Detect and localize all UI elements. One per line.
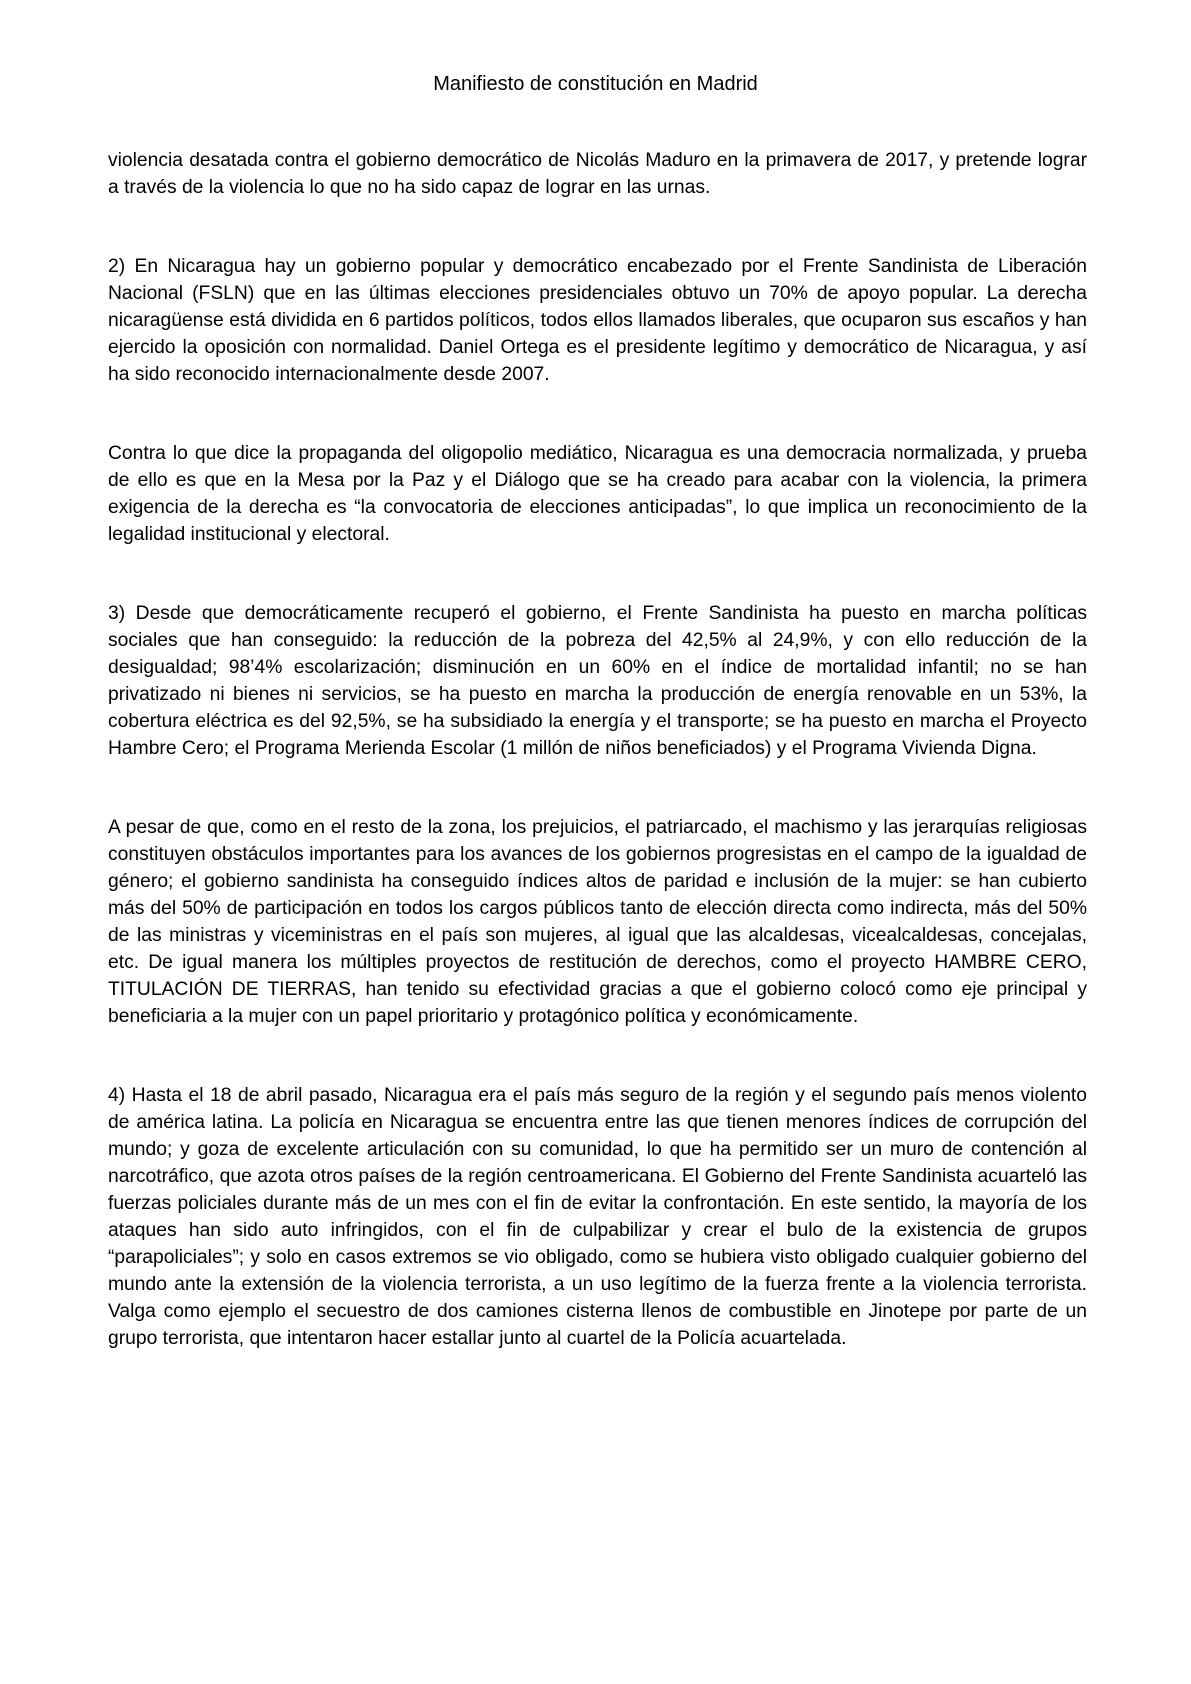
paragraph-gender-equality: A pesar de que, como en el resto de la zona, los prejuicios, el patriarcado, el machismo y las jerarquías religiosas constituyen obstáculos importantes para los avances de los gobiernos progresistas en el campo de la igualdad de género; el gobierno sandinista ha conseguido índices altos de paridad e inclusión de la mujer: se han cubierto más del 50% de participación en todos los cargos públicos tanto de elección directa como indirecta, más del 50% de las ministras y viceministras en el país son mujeres, al igual que las alcaldesas, vicealcaldesas, concejalas, etc. De igual manera los múltiples proyectos de restitución de derechos, como el proyecto HAMBRE CERO, TITULACIÓN DE TIERRAS, han tenido su efectividad gracias a que el gobierno colocó como eje principal y beneficiaria a la mujer con un papel prioritario y protagónico política y económicamente. (108, 817, 1087, 1027)
page-header: Manifiesto de constitución en Madrid (433, 73, 758, 95)
paragraph-democracy: Contra lo que dice la propaganda del oligopolio mediático, Nicaragua es una democracia normalizada, y prueba de ello es que en la Mesa por la Paz y el Diálogo que se ha creado para acabar con la violencia, la primera exigencia de la derecha es “la convocatoria de elecciones anticipadas”, lo que implica un reconocimiento de la legalidad institucional y electoral. (108, 443, 1087, 545)
paragraph-point-3: 3) Desde que democráticamente recuperó el gobierno, el Frente Sandinista ha puesto en marcha políticas sociales que han conseguido: la reducción de la pobreza del 42,5% al 24,9%, y con ello reducción de la desigualdad; 98’4% escolarización; disminución en un 60% en el índice de mortalidad infantil; no se han privatizado ni bienes ni servicios, se ha puesto en marcha la producción de energía renovable en un 53%, la cobertura eléctrica es del 92,5%, se ha subsidiado la energía y el transporte; se ha puesto en marcha el Proyecto Hambre Cero; el Programa Merienda Escolar (1 millón de niños beneficiados) y el Programa Vivienda Digna. (108, 603, 1087, 759)
document-body (108, 147, 1087, 1352)
paragraph-continuation: violencia desatada contra el gobierno democrático de Nicolás Maduro en la primavera de 2017, y pretende lograr a través de la violencia lo que no ha sido capaz de lograr en las urnas. (108, 150, 1087, 198)
paragraph-point-2: 2) En Nicaragua hay un gobierno popular y democrático encabezado por el Frente Sandinista de Liberación Nacional (FSLN) que en las últimas elecciones presidenciales obtuvo un 70% de apoyo popular. La derecha nicaragüense está dividida en 6 partidos políticos, todos ellos llamados liberales, que ocuparon sus escaños y han ejercido la oposición con normalidad. Daniel Ortega es el presidente legítimo y democrático de Nicaragua, y así ha sido reconocido internacionalmente desde 2007. (108, 256, 1087, 385)
paragraph-point-4: 4) Hasta el 18 de abril pasado, Nicaragua era el país más seguro de la región y el segundo país menos violento de américa latina. La policía en Nicaragua se encuentra entre las que tienen menores índices de corrupción del mundo; y goza de excelente articulación con su comunidad, lo que ha permitido ser un muro de contención al narcotráfico, que azota otros países de la región centroamericana. El Gobierno del Frente Sandinista acuarteló las fuerzas policiales durante más de un mes con el fin de evitar la confrontación. En este sentido, la mayoría de los ataques han sido auto infringidos, con el fin de culpabilizar y crear el bulo de la existencia de grupos “parapoliciales”; y solo en casos extremos se vio obligado, como se hubiera visto obligado cualquier gobierno del mundo ante la extensión de la violencia terrorista, a un uso legítimo de la fuerza frente a la violencia terrorista. Valga como ejemplo el secuestro de dos camiones cisterna llenos de combustible en Jinotepe por parte de un grupo terrorista, que intentaron hacer estallar junto al cuartel de la Policía acuartelada. (108, 1085, 1087, 1349)
